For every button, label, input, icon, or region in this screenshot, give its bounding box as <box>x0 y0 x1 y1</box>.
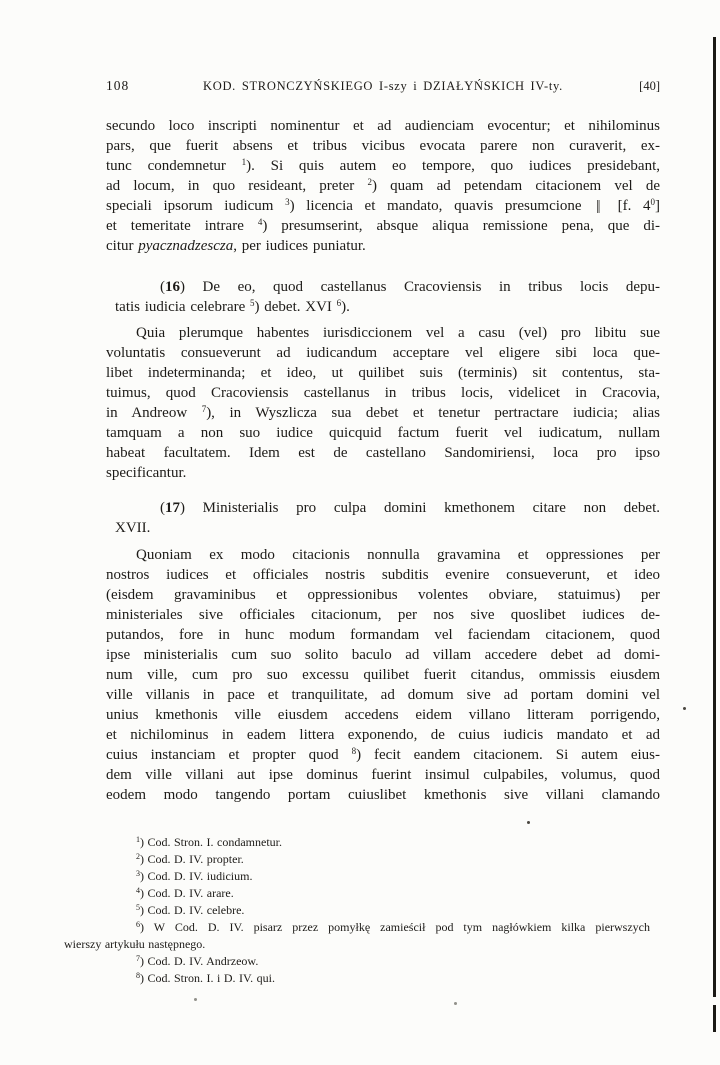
text-line: tuimus, quod Cracoviensis castellanus in tribus locis, videlicet in Cracovia, <box>106 385 660 401</box>
footnote-1 <box>64 834 650 851</box>
heading-17 <box>106 498 660 538</box>
text-line: tamquam a non suo iudice quicquid factum fuerit vel iudicatum, nullam <box>106 425 660 441</box>
text-line: Quia plerumque habentes iurisdiccionem vel a casu (vel) pro libitu sue <box>136 325 660 341</box>
text-line: habeat facultatem. Idem est de castellano Sandomiriensi, loca pro ipso <box>106 445 660 461</box>
text-line: et nichilominus in eadem littera exponendo, de cuius iudicis mandato et ad <box>106 727 660 743</box>
text-line: secundo loco inscripti nominentur et ad audienciam evocentur; et nihilominus <box>106 118 660 134</box>
text-line: in Andreow $^7$), in Wyszlicza sua debet et tenetur pertractare iudicia; alias <box>106 404 660 421</box>
footnote-8 <box>64 970 650 987</box>
text-line: citur pyacznadzescza, per iudices puniatur. <box>106 238 366 254</box>
scan-speck <box>194 998 197 1001</box>
text-line: et temeritate intrare $^4$) presumserint, absque aliqua remissione pena, que di- <box>106 217 660 234</box>
footnote-6 <box>64 919 650 953</box>
folio-break-mark: || <box>596 198 599 214</box>
footnote-3 <box>64 868 650 885</box>
paragraph-quoniam <box>106 545 660 805</box>
text-line: (16) De eo, quod castellanus Cracoviensis in tribus locis depu- <box>160 279 660 295</box>
text-line: XVII. <box>115 520 151 536</box>
text-line: speciali ipsorum iudicum $^3$) licencia et mandato, quavis presumcione || [f. $4^0$] <box>106 197 660 214</box>
text-line: ville villanis in pace et tranquilitate, ad domum sive ad portam domini vel <box>106 687 660 703</box>
scan-speck <box>683 707 686 710</box>
scan-speck <box>454 1002 457 1005</box>
text-line: unius kmethonis ville eiusdem accedens eidem villano litteram porrigendo, <box>106 707 660 723</box>
footnote-5 <box>64 902 650 919</box>
text-line: ad locum, in quo resideant, preter $^2$) quam ad petendam citacionem vel de <box>106 177 660 194</box>
text-line: (eisdem gravaminibus et oppressionibus volentes obviare, statuimus) per <box>106 587 660 603</box>
running-title: KOD. STRONCZYŃSKIEGO I-szy i DZIAŁYŃSKICH IV-ty. <box>202 79 564 93</box>
text-line: tunc condemnetur $^1$). Si quis autem eo tempore, quo iudices presidebant, <box>106 157 660 174</box>
paragraph-secundo <box>106 116 660 256</box>
heading-16 <box>106 277 660 317</box>
scan-edge-line <box>713 1005 716 1032</box>
footnotes <box>64 834 650 987</box>
text-line: $^4$) Cod. D. IV. arare. <box>136 886 234 900</box>
text-line: $^8$) Cod. Stron. I. i D. IV. qui. <box>136 971 275 985</box>
footnote-4 <box>64 885 650 902</box>
text-line: ministeriales sive officiales citacionum, per nos sive quoslibet iudices de- <box>106 607 660 623</box>
text-line: putandos, fore in hunc modum formandam vel faciendam citacionem, quod <box>106 627 660 643</box>
folio-mark: [40] <box>639 79 660 93</box>
text-line: dem ville villani aut ipse dominus fuerint insimul culpabiles, volumus, quod <box>106 767 660 783</box>
text-line: num ville, cum pro suo excessu quilibet fuerit citandus, ommissis eiusdem <box>106 667 660 683</box>
text-line: libet indeterminanda; et ideo, ut quilibet suis (terminis) sit contentus, sta- <box>106 365 660 381</box>
text-line: nostros iudices et officiales nostris subditis evenire consueverunt, et ideo <box>106 567 660 583</box>
scan-edge-line <box>713 37 716 997</box>
text-line: eodem modo tangendo portam cuiuslibet kmethonis sive villani clamando <box>106 787 660 803</box>
text-line: $^2$) Cod. D. IV. propter. <box>136 852 244 866</box>
footnote-2 <box>64 851 650 868</box>
text-line: $^7$) Cod. D. IV. Andrzeow. <box>136 954 259 968</box>
paragraph-quia <box>106 323 660 483</box>
text-line: specificantur. <box>106 465 187 481</box>
text-line: ipse ministerialis cum suo solito baculo ad villam accedere debet ad domi- <box>106 647 660 663</box>
text-line: $^6$) W Cod. D. IV. pisarz przez pomyłkę zamieścił pod tym nagłówkiem kilka pierwszych <box>136 920 650 934</box>
text-line: tatis iudicia celebrare $^5$) debet. XVI $^6$). <box>115 298 350 315</box>
text-line: voluntatis consueverunt ad iudicandum acceptare vel eligere sibi loca que- <box>106 345 660 361</box>
text-line: $^3$) Cod. D. IV. iudicium. <box>136 869 253 883</box>
text-line: pars, que fuerit absens et tribus vicibus evocata parere non curaverit, ex- <box>106 138 660 154</box>
text-line: $^5$) Cod. D. IV. celebre. <box>136 903 245 917</box>
text-line: Quoniam ex modo citacionis nonnulla gravamina et oppressiones per <box>136 547 660 563</box>
text-line: $^1$) Cod. Stron. I. condamnetur. <box>136 835 282 849</box>
text-line: wierszy artykułu następnego. <box>64 937 206 951</box>
text-line: (17) Ministerialis pro culpa domini kmethonem citare non debet. <box>160 500 660 516</box>
scan-speck <box>527 821 530 824</box>
footnote-7 <box>64 953 650 970</box>
text-line: cuius instanciam et propter quod $^8$) fecit eandem citacionem. Si autem eius- <box>106 746 660 763</box>
page-number: 108 <box>106 78 130 93</box>
